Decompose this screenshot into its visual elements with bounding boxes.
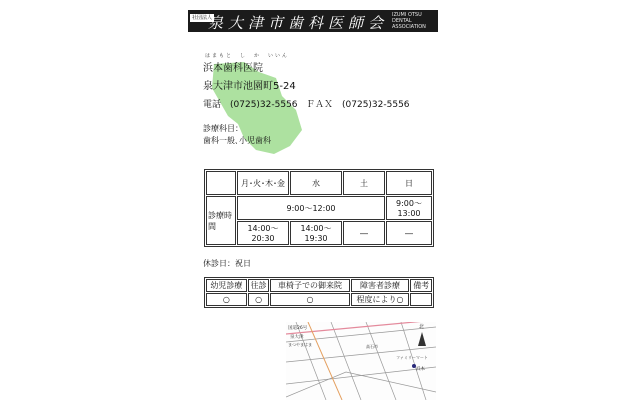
hours-afternoon-wed: 14:00〜19:30 (290, 221, 342, 245)
north-arrow-icon (418, 332, 426, 346)
map-label-station: 泉大津 (290, 335, 304, 340)
location-map (286, 322, 436, 400)
hours-morning: 9:00〜12:00 (237, 196, 385, 220)
clinic-tel: 電話 (0725)32-5556 (203, 100, 298, 110)
services-value: 程度により○ (351, 293, 410, 306)
services-value: ○ (206, 293, 247, 306)
site-title: 泉大津市歯科医師会 (208, 14, 389, 32)
hours-header-wed: 水 (290, 171, 342, 195)
clinic-name-ruby: はまもと し か いいん (205, 53, 290, 59)
closed-days: 休診日：祝日 (203, 259, 251, 268)
north-label: 北 (419, 324, 425, 330)
clinic-address: 泉大津市池園町5-24 (203, 81, 296, 92)
hours-table (204, 169, 434, 247)
services-header: 備考 (410, 279, 432, 292)
header-badge: 社団法人 (192, 15, 213, 21)
map-label-matsu: まつやまはま (288, 342, 312, 347)
clinic-name: 浜本歯科医院 (203, 63, 263, 74)
services-header: 障害者診療 (351, 279, 410, 292)
services-header: 車椅子での御来院 (270, 279, 349, 292)
clinic-location-marker (412, 364, 416, 368)
hours-header-empty (206, 171, 236, 195)
clinic-fax: ＦＡＸ (0725)32-5556 (306, 100, 410, 110)
hours-header-weekdays: 月･火･木･金 (237, 171, 289, 195)
site-header (188, 10, 438, 32)
map-label-familymart: ファミリーマート (396, 355, 428, 360)
services-header: 往診 (248, 279, 270, 292)
services-header: 幼児診療 (206, 279, 247, 292)
hours-header-sat: 土 (343, 171, 385, 195)
map-label-clinic: 浜本 (416, 367, 425, 372)
services-table (204, 277, 434, 308)
hours-afternoon-sat: ― (343, 221, 385, 245)
hours-morning-sun: 9:00〜13:00 (386, 196, 432, 220)
services-value (410, 293, 432, 306)
hours-header-sun: 日 (386, 171, 432, 195)
hours-row-label: 診療時間 (206, 196, 236, 245)
map-label-takaishi: 高石市 (366, 344, 378, 349)
hours-afternoon-weekdays: 14:00〜20:30 (237, 221, 289, 245)
map-label-route: 国道26号 (288, 326, 308, 331)
departments: 歯科一般､小児歯科 (203, 136, 271, 145)
departments-label: 診療科目： (203, 124, 243, 133)
association-mark: IZUMI OTSU DENTAL ASSOCIATION (392, 12, 426, 30)
services-value: ○ (270, 293, 349, 306)
hours-afternoon-sun: ― (386, 221, 432, 245)
services-value: ○ (248, 293, 270, 306)
